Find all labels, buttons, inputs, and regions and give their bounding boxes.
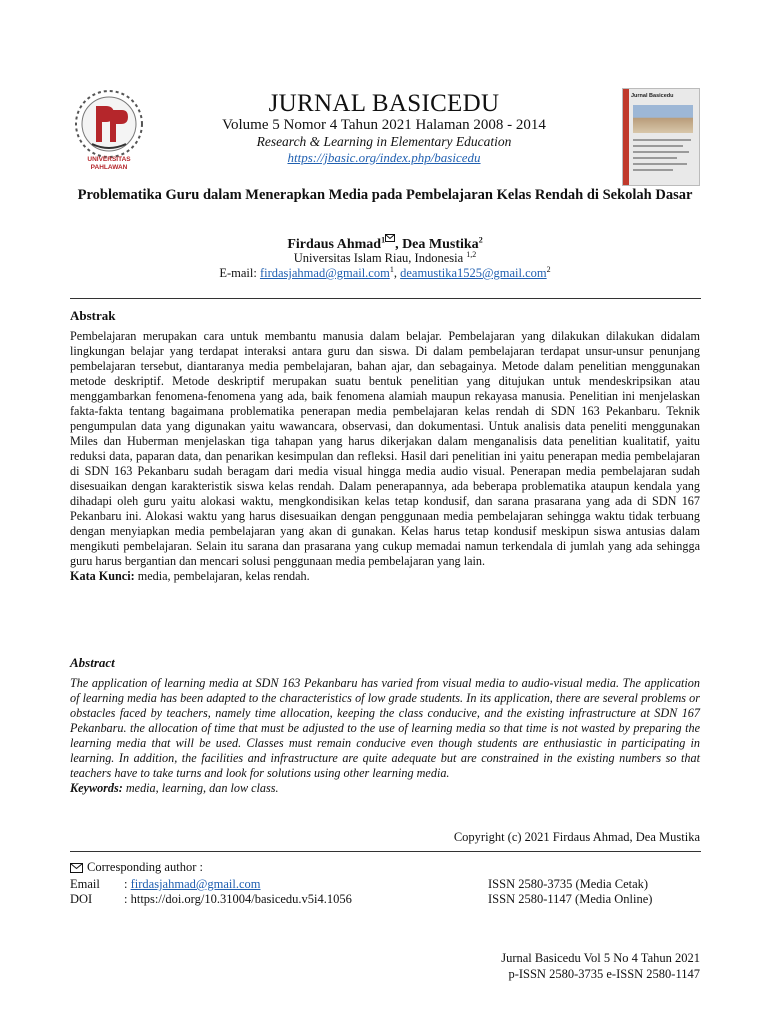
abstract-heading: Abstract [70, 655, 115, 670]
doi-row-value [124, 892, 352, 907]
journal-title: JURNAL BASICEDU [268, 90, 500, 117]
journal-url [160, 150, 608, 166]
email-1-link[interactable]: firdasjahmad@gmail.com [259, 266, 390, 280]
email-row-colon: : [124, 877, 128, 891]
cover-text-line [633, 145, 683, 147]
email-separator: , [393, 266, 401, 280]
author-1: Firdaus Ahmad [287, 237, 382, 252]
cover-text-line [633, 163, 687, 165]
email-2-sup: 2 [546, 264, 551, 274]
issn-print: ISSN 2580-3735 (Media Cetak) [488, 877, 649, 891]
footer [501, 950, 700, 982]
footer-line-1: Jurnal Basicedu Vol 5 No 4 Tahun 2021 [501, 951, 700, 965]
email-row-label: Email [70, 877, 100, 891]
envelope-icon [70, 863, 83, 873]
abstract-body: The application of learning media at SDN 163 Pekanbaru has varied from visual media to audio-visual media. The application of learning media has been adapted to the characteristics of low grade students. In its application, there are several problems or obstacles faced by teachers, namely time allocation, keeping the class conducive, and the existing infrastructure at SDN 167 Pekanbaru. the allocation of time that must be adjusted to the use of learning media so that time is not wasted by preparing the learning media that will be used. Classes must remain conducive even though students are enthusiastic in participating in learning. In addition, the facilities and infrastructure are quite adequate but are constrained in the existing numbers so that teachers have to take turns and look for solutions using other learning media. [70, 676, 700, 780]
author-1-sup: 1 [381, 235, 386, 245]
cover-image [633, 105, 693, 133]
issn-online: ISSN 2580-1147 (Media Online) [488, 892, 653, 906]
keywords-value: media, learning, dan low class. [122, 781, 279, 795]
cover-text-line [633, 151, 689, 153]
email-line [70, 266, 700, 281]
email-row-value [124, 877, 261, 892]
envelope-icon [385, 234, 395, 242]
email-2-link[interactable]: deamustika1525@gmail.com [400, 266, 547, 280]
affiliation-sup: 1,2 [466, 249, 477, 259]
cover-text-line [633, 139, 691, 141]
cover-band [623, 89, 629, 185]
journal-subtitle: Research & Learning in Elementary Education [256, 134, 512, 149]
abstrak-section [70, 329, 700, 584]
keywords-label: Keywords: [70, 781, 123, 795]
divider-top [70, 298, 701, 299]
volume-line: Volume 5 Nomor 4 Tahun 2021 Halaman 2008 - 2014 [222, 117, 546, 133]
cover-text-line [633, 169, 673, 171]
divider-bottom [70, 851, 701, 852]
corresponding-author [70, 860, 203, 875]
journal-url-link[interactable]: https://jbasic.org/index.php/basicedu [287, 150, 481, 165]
affiliation [70, 251, 700, 266]
doi-row-label: DOI [70, 892, 93, 906]
logo-caption: UNIVERSITAS PAHLAWAN [87, 156, 131, 171]
kata-kunci-value: media, pembelajaran, kelas rendah. [134, 569, 310, 583]
doi-value: https://doi.org/10.31004/basicedu.v5i4.1056 [130, 892, 352, 906]
abstract-section [70, 676, 700, 796]
abstrak-body: Pembelajaran merupakan cara untuk membantu manusia dalam belajar. Pembelajaran yang dilakukan dilakukan didalam lingkungan belajar yang terdapat interaksi antara guru dan siswa. Di dalam pembelajaran terdapat unsur-unsur penunjang pembelajaran tersebut, diantaranya media pembelajaran, bahan ajar, dan sebagainya. Metode dalam penelitian menggunakan metode deskriptif. Metode deskriptif merupakan suatu bentuk penelitian yang ditujukan untuk mendeskripsikan atau menggambarkan fenomena-fenomena yang ada, baik fenomena alamiah maupun rekayasa manusia. Penelitian ini menjelaskan fakta-fakta tentang bagaimana problematika penerapan media pembelajaran kelas rendah di SDN 163 Pekanbaru. Teknik pengumpulan data yang digunakan yaitu wawancara, observasi, dan dokumentasi. Untuk analisis data peneliti menggunakan Miles dan Huberman menjelaskan tiga tahapan yang harus dikerjakan dalam menganalisis data penelitian kualitatif, yaitu reduksi data, paparan data, dan penarikan kesimpulan dan refleksi. Hasil dari penelitian ini yaitu penerapan media pembelajaran di SDN 163 Pekanbaru sudah beragam dari media visual hingga media audio visual. Penerapan media pembelajaran sudah disesuaikan dengan karakteristik siswa kelas rendah. Dalam penerapannya, ada beberapa problematika ataupun kendala yang dihadapi oleh guru yaitu alokasi waktu, mengkondisikan kelas tetap kondusif, dan sarana prasarana yang ada di SDN 167 Pekanbaru ini. Alokasi waktu yang harus disesuaikan dengan penggunaan media pembelajaran sehingga waktu tidak terbuang dengan menyiapkan media pembelajaran yang akan di gunakan. Kelas harus tetap kondusif meskipun siswa antusias dalam mengikuti pembelajaran. Selain itu sarana dan prasarana yang cukup memadai namun terkendala di jumlah yang ada sehingga guru harus bergantian dan mencari solusi penggunaan media pembelajaran yang lain. [70, 329, 700, 568]
email-label: E-mail: [219, 266, 260, 280]
university-logo [70, 86, 148, 182]
corresponding-email-link[interactable]: firdasjahmad@gmail.com [130, 877, 261, 891]
author-2-sup: 2 [478, 235, 483, 245]
cover-text-line [633, 157, 677, 159]
doi-row-colon: : [124, 892, 128, 906]
copyright: Copyright (c) 2021 Firdaus Ahmad, Dea Mustika [453, 830, 700, 844]
kata-kunci-label: Kata Kunci: [70, 569, 135, 583]
cover-title: Jurnal Basicedu [631, 93, 674, 99]
paper-title: Problematika Guru dalam Menerapkan Media pada Pembelajaran Kelas Rendah di Sekolah Dasar [77, 187, 693, 203]
journal-cover-thumbnail [622, 88, 700, 186]
footer-line-2: p-ISSN 2580-3735 e-ISSN 2580-1147 [508, 967, 700, 981]
email-1-sup: 1 [389, 264, 394, 274]
affiliation-text: Universitas Islam Riau, Indonesia [293, 251, 464, 265]
author-separator: , [395, 237, 403, 252]
author-2: Dea Mustika [402, 237, 479, 252]
abstrak-heading: Abstrak [70, 308, 116, 323]
corresponding-heading: Corresponding author : [87, 860, 203, 874]
